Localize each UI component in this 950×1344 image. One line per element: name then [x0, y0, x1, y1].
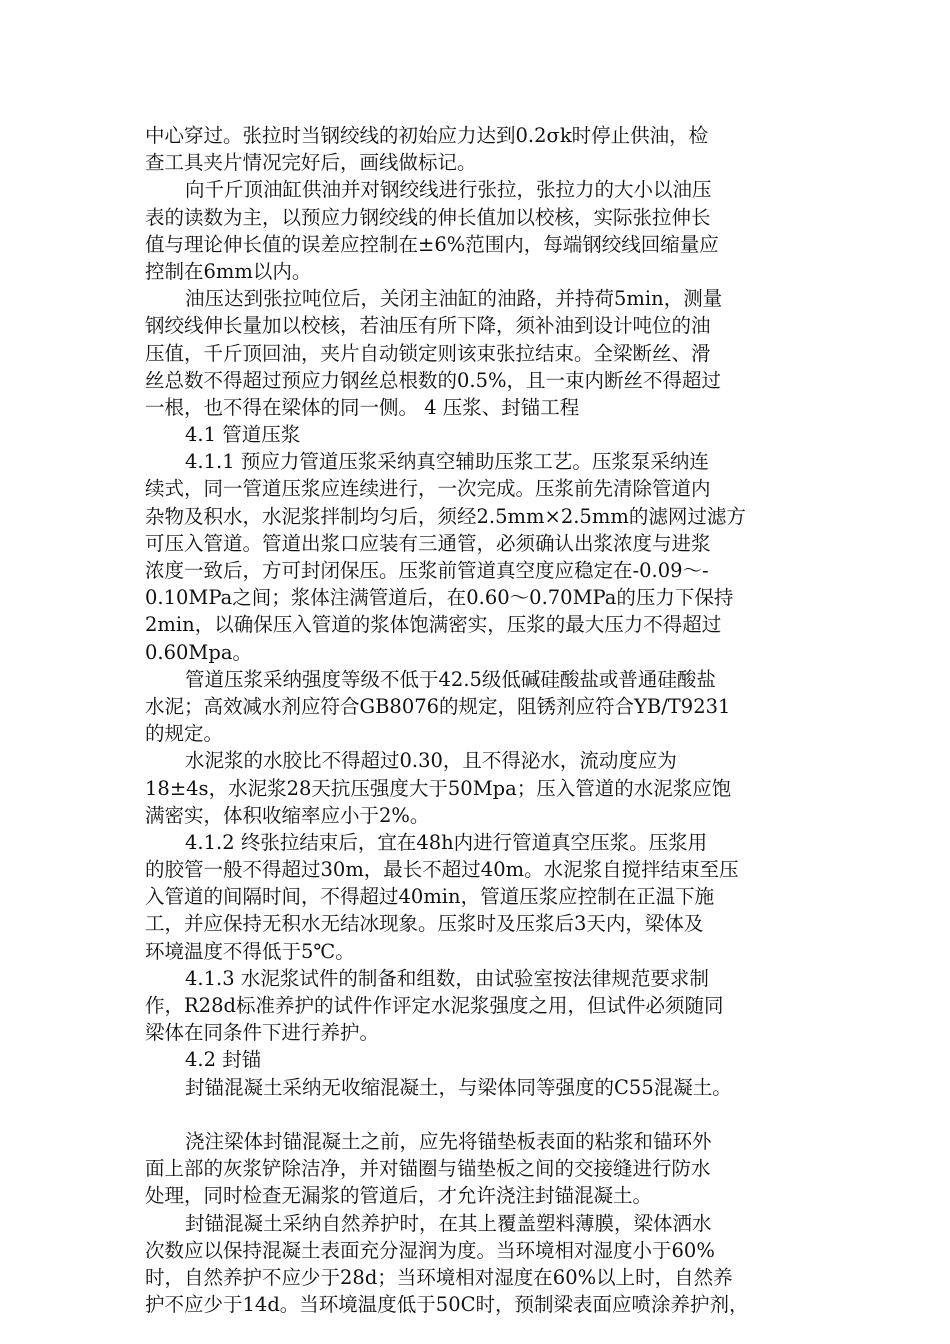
text-line: 护不应少于14d。当环境温度低于50C时，预制梁表面应喷涂养护剂，: [145, 1293, 749, 1317]
text-line: 处理，同时检查无漏浆的管道后，才允许浇注封锚混凝土。: [145, 1184, 653, 1208]
text-line: 查工具夹片情况完好后，画线做标记。: [145, 151, 477, 175]
text-line: 浇注梁体封锚混凝土之前，应先将锚垫板表面的粘浆和锚环外: [185, 1129, 712, 1153]
text-line: 18±4s，水泥浆28天抗压强度大于50Mpa；压入管道的水泥浆应饱: [145, 776, 732, 800]
text-line: 入管道的间隔时间，不得超过40min，管道压浆应控制在正温下施: [145, 885, 715, 909]
text-line: 浓度一致后，方可封闭保压。压浆前管道真空度应稳定在-0.09～-: [145, 559, 709, 582]
blank-line: [145, 1101, 810, 1128]
text-line: 中心穿过。张拉时当钢绞线的初始应力达到0.2σk时停止供油，检: [145, 124, 709, 147]
text-line: 4.1 管道压浆: [185, 423, 301, 447]
text-line: 可压入管道。管道出浆口应装有三通管，必须确认出浆浓度与进浆: [145, 531, 711, 555]
text-line: 一根，也不得在梁体的同一侧。 4 压浆、封锚工程: [145, 395, 580, 419]
text-line: 续式，同一管道压浆应连续进行，一次完成。压浆前先清除管道内: [145, 477, 711, 501]
text-line: 4.1.1 预应力管道压浆采纳真空辅助压浆工艺。压浆泵采纳连: [185, 450, 709, 474]
text-line: 水泥浆的水胶比不得超过0.30，且不得泌水，流动度应为: [185, 749, 677, 773]
text-line: 向千斤顶油缸供油并对钢绞线进行张拉，张拉力的大小以油压: [185, 178, 712, 202]
text-line: 压值，千斤顶回油，夹片自动锁定则该束张拉结束。全梁断丝、滑: [145, 341, 711, 365]
text-line: 满密实，体积收缩率应小于2%。: [145, 803, 430, 827]
text-line: 表的读数为主，以预应力钢绞线的伸长值加以校核，实际张拉伸长: [145, 205, 711, 229]
text-line: 4.2 封锚: [185, 1048, 262, 1072]
text-line: 次数应以保持混凝土表面充分湿润为度。当环境相对湿度小于60%: [145, 1238, 715, 1262]
text-line: 管道压浆采纳强度等级不低于42.5级低碱硅酸盐或普通硅酸盐: [185, 667, 716, 691]
text-line: 面上部的灰浆铲除洁净，并对锚圈与锚垫板之间的交接缝进行防水: [145, 1157, 711, 1181]
text-line: 封锚混凝土采纳自然养护时，在其上覆盖塑料薄膜，梁体洒水: [185, 1211, 712, 1235]
text-line: 0.10MPa之间；浆体注满管道后，在0.60～0.70MPa的压力下保持: [145, 586, 734, 610]
text-line: 水泥；高效减水剂应符合GB8076的规定，阻锈剂应符合YB/T9231: [145, 694, 731, 718]
text-line: 的规定。: [145, 722, 224, 746]
text-line: 控制在6mm以内。: [145, 259, 312, 283]
text-line: 4.1.3 水泥浆试件的制备和组数，由试验室按法律规范要求制: [185, 966, 709, 990]
text-line: 环境温度不得低于5℃。: [145, 939, 355, 963]
text-line: 作，R28d标准养护的试件作评定水泥浆强度之用，但试件必须随同: [145, 994, 724, 1017]
text-line: 4.1.2 终张拉结束后，宜在48h内进行管道真空压浆。压浆用: [185, 830, 708, 854]
text-line: 油压达到张拉吨位后，关闭主油缸的油路，并持荷5min，测量: [185, 287, 723, 311]
text-line: 0.60Mpa。: [145, 640, 252, 664]
document-body: [145, 122, 810, 1318]
text-line: 丝总数不得超过预应力钢丝总根数的0.5%，且一束内断丝不得超过: [145, 368, 722, 392]
text-line: 封锚混凝土采纳无收缩混凝土，与梁体同等强度的C55混凝土。: [185, 1075, 732, 1099]
text-line: 杂物及积水，水泥浆拌制均匀后，须经2.5mm×2.5mm的滤网过滤方: [145, 504, 746, 528]
text-line: 2min，以确保压入管道的浆体饱满密实，压浆的最大压力不得超过: [145, 613, 722, 637]
text-line: 钢绞线伸长量加以校核，若油压有所下降，须补油到设计吨位的油: [145, 314, 711, 338]
text-line: 值与理论伸长值的误差应控制在±6%范围内，每端钢绞线回缩量应: [145, 232, 719, 256]
text-line: 工，并应保持无积水无结冰现象。压浆时及压浆后3天内，梁体及: [145, 912, 704, 936]
text-line: 梁体在同条件下进行养护。: [145, 1021, 380, 1045]
text-line: 时，自然养护不应少于28d；当环境相对湿度在60%以上时，自然养: [145, 1265, 733, 1289]
text-line: 的胶管一般不得超过30m，最长不超过40m。水泥浆自搅拌结束至压: [145, 858, 739, 882]
